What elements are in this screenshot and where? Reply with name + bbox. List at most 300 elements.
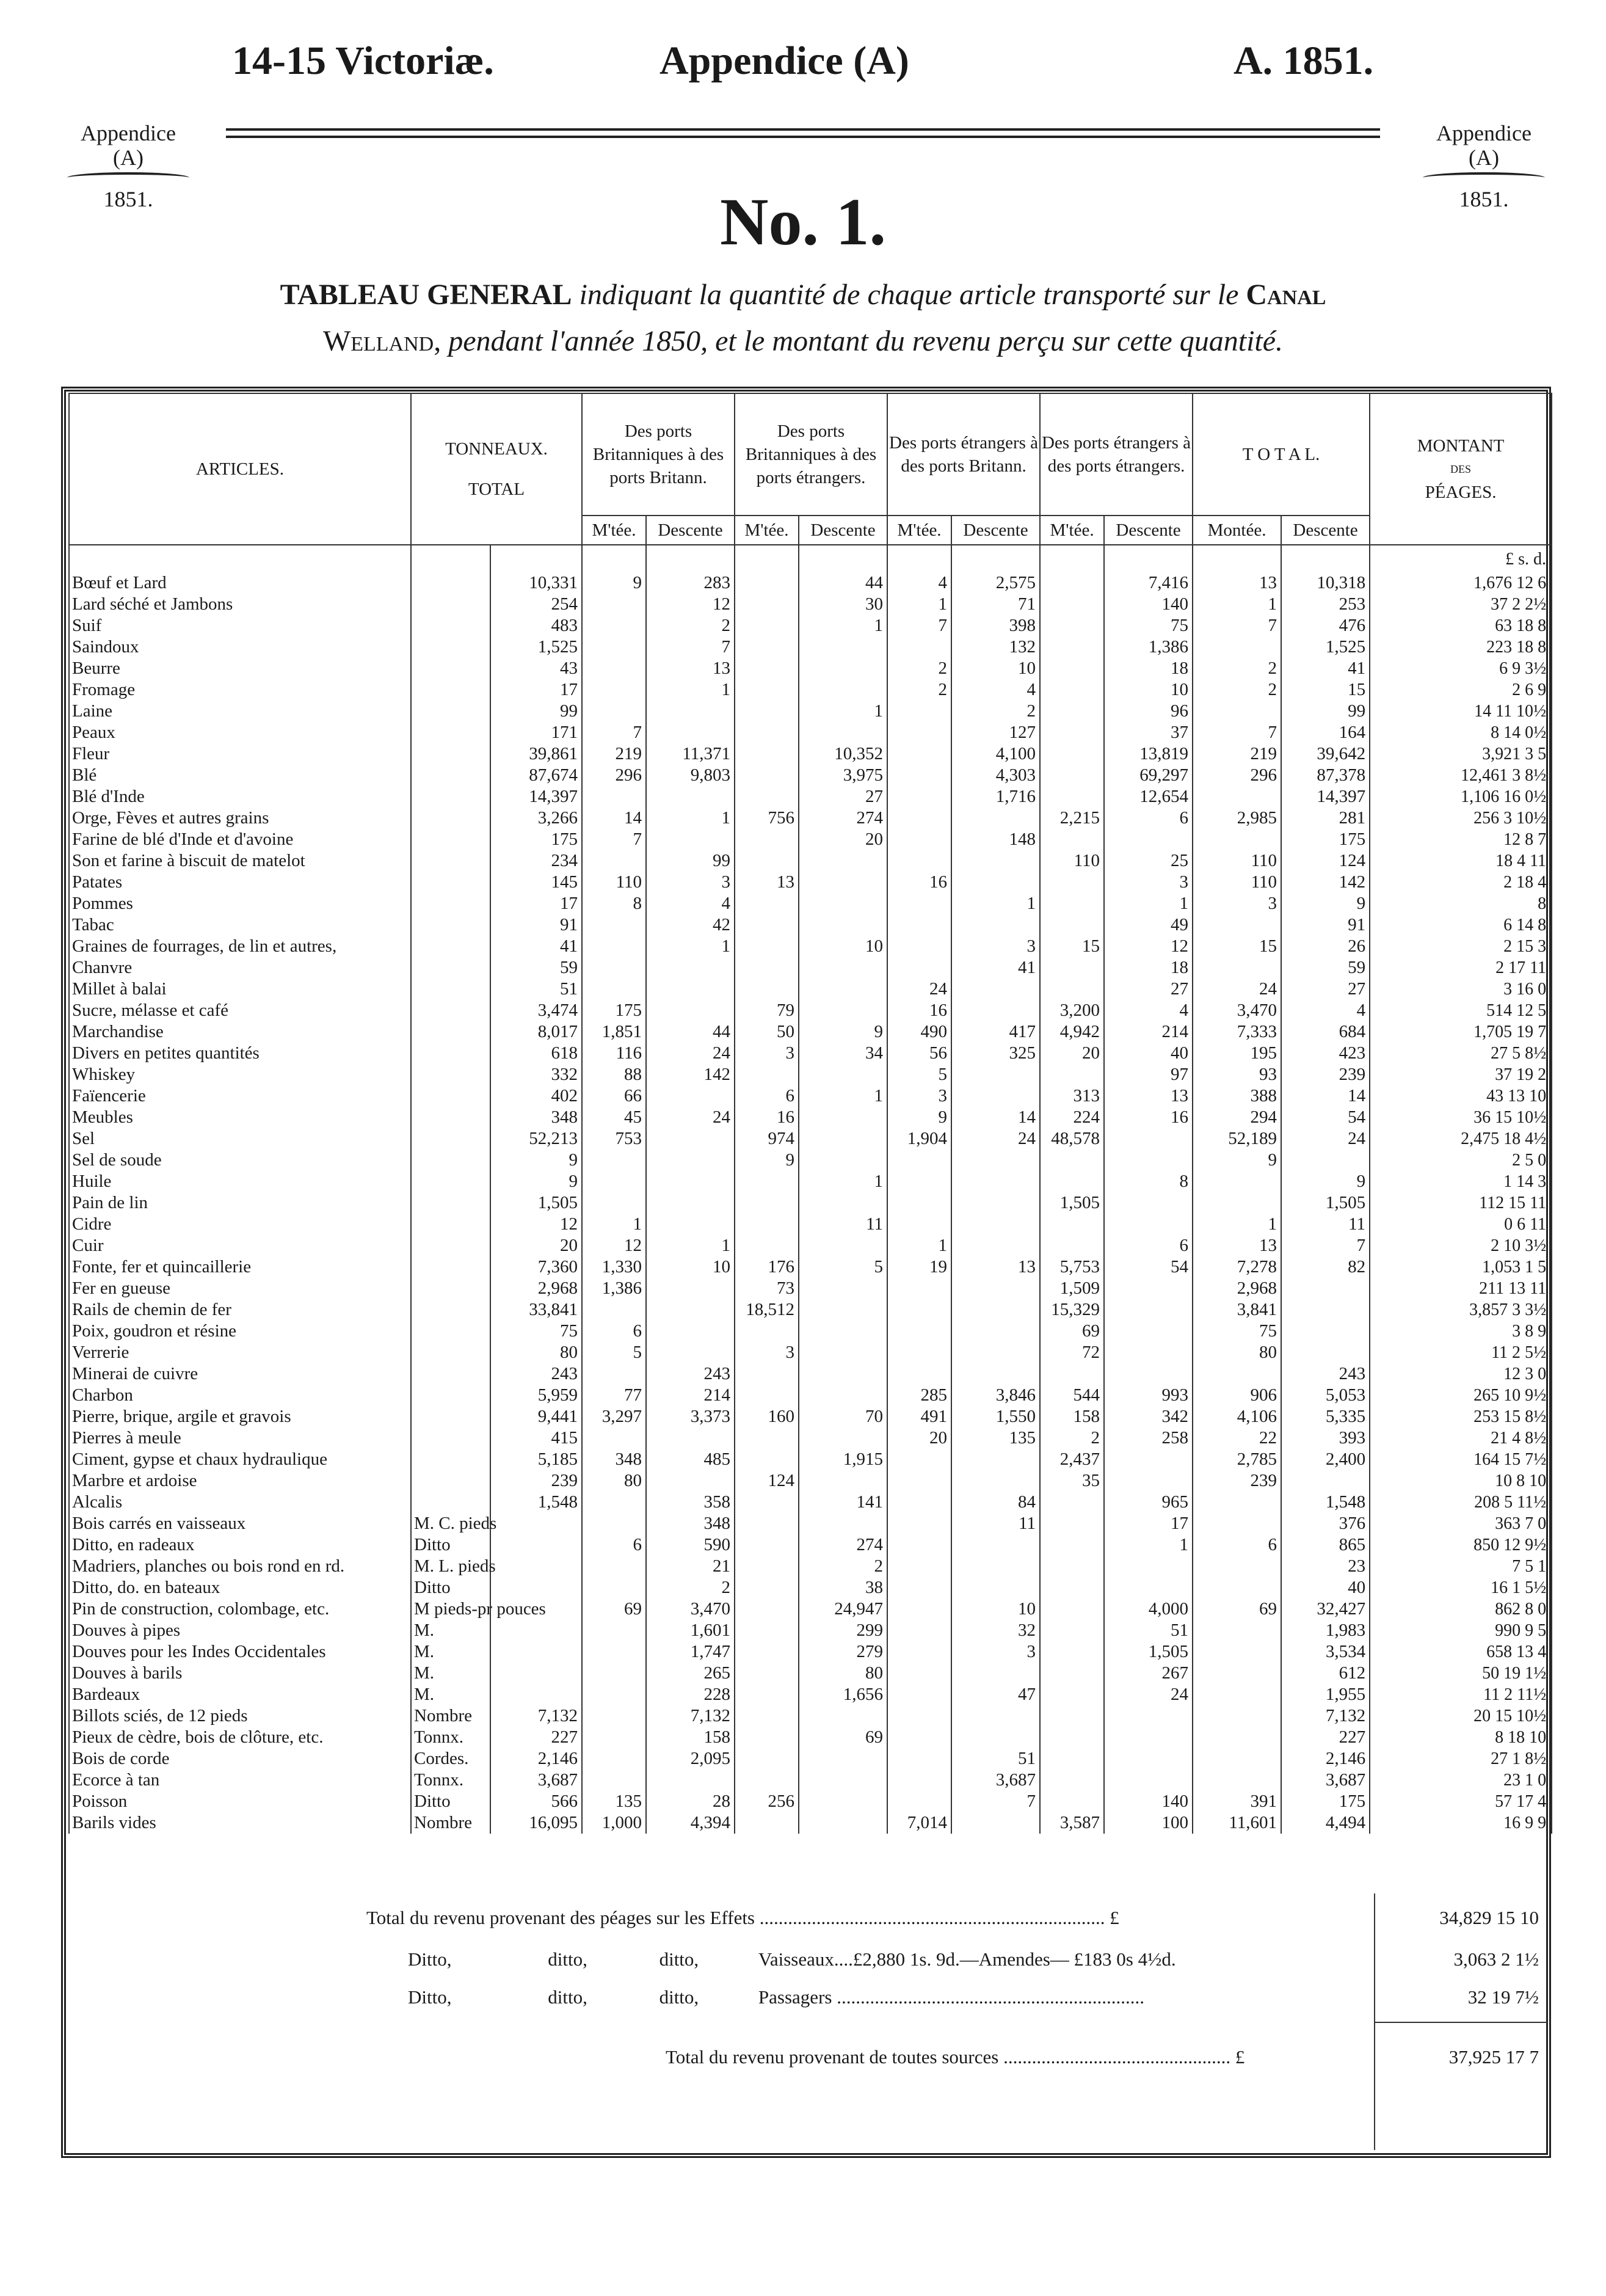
cell-value: 6 xyxy=(735,1085,799,1107)
cell-value xyxy=(490,1684,582,1705)
cell-value: 13 xyxy=(1193,1235,1281,1256)
cell-value: 24 xyxy=(951,1128,1040,1150)
cell-value: 358 xyxy=(646,1492,735,1513)
pad-cell xyxy=(69,545,411,572)
cell-value xyxy=(951,1000,1040,1021)
cell-value: 296 xyxy=(1193,765,1281,786)
montant: 23 1 0 xyxy=(1370,1769,1552,1791)
cell-value: 239 xyxy=(490,1470,582,1492)
cell-value: 2,985 xyxy=(1193,807,1281,829)
table-row xyxy=(69,765,1552,786)
cell-value: 1,505 xyxy=(1104,1641,1193,1663)
total-effets-text: Total du revenu provenant des péages sur les Effets xyxy=(366,1907,755,1928)
table-row xyxy=(69,1171,1552,1192)
cell-value: 45 xyxy=(582,1107,646,1128)
cell-value: 3,687 xyxy=(490,1769,582,1791)
cell-value: 2,575 xyxy=(951,572,1040,594)
cell-value: 20 xyxy=(799,829,887,850)
cell-value: 51 xyxy=(951,1748,1040,1769)
article-name: Laine xyxy=(69,701,411,722)
cell-value: 24 xyxy=(1193,979,1281,1000)
cell-value: 1,509 xyxy=(1040,1278,1104,1299)
cell-value xyxy=(490,1556,582,1577)
subtitle-part1: TABLEAU GENERAL xyxy=(280,279,572,311)
cell-value xyxy=(1040,722,1104,743)
unit xyxy=(411,936,490,957)
montant: 208 5 11½ xyxy=(1370,1492,1552,1513)
cell-value xyxy=(1040,1556,1104,1577)
cell-value xyxy=(887,1769,951,1791)
table-row xyxy=(69,1256,1552,1278)
cell-value: 281 xyxy=(1281,807,1370,829)
cell-value: 1 xyxy=(1104,893,1193,914)
cell-value: 417 xyxy=(951,1021,1040,1043)
sub-montee-total: Montée. xyxy=(1193,516,1281,545)
montant: 2 6 9 xyxy=(1370,679,1552,701)
cell-value xyxy=(646,1769,735,1791)
article-name: Patates xyxy=(69,872,411,893)
cell-value xyxy=(1104,1214,1193,1235)
montant: 20 15 10½ xyxy=(1370,1705,1552,1727)
sub-desc-2: Descente xyxy=(799,516,887,545)
table-row xyxy=(69,786,1552,807)
cell-value xyxy=(582,1684,646,1705)
cell-value: 160 xyxy=(735,1406,799,1427)
cell-value: 44 xyxy=(799,572,887,594)
table-row xyxy=(69,1214,1552,1235)
cell-value xyxy=(1104,829,1193,850)
cell-value: 124 xyxy=(735,1470,799,1492)
cell-value: 21 xyxy=(646,1556,735,1577)
article-name: Fer en gueuse xyxy=(69,1278,411,1299)
cell-value xyxy=(951,1556,1040,1577)
montant: 2,475 18 4½ xyxy=(1370,1128,1552,1150)
cell-value xyxy=(799,1235,887,1256)
cell-value: 43 xyxy=(490,658,582,679)
cell-value: 491 xyxy=(887,1406,951,1427)
cell-value: 73 xyxy=(735,1278,799,1299)
cell-value: 8 xyxy=(582,893,646,914)
cell-value xyxy=(646,1150,735,1171)
cell-value: 3,687 xyxy=(1281,1769,1370,1791)
cell-value: 348 xyxy=(582,1449,646,1470)
cell-value: 974 xyxy=(735,1128,799,1150)
unit: Nombre xyxy=(411,1705,490,1727)
cell-value xyxy=(490,1620,582,1641)
cell-value xyxy=(646,786,735,807)
cell-value: 69,297 xyxy=(1104,765,1193,786)
cell-value xyxy=(887,1278,951,1299)
col-group-4: Des ports étrangers à des ports étrangers. xyxy=(1040,393,1193,516)
cell-value xyxy=(582,615,646,636)
cell-value xyxy=(582,1427,646,1449)
cell-value xyxy=(799,1705,887,1727)
article-name: Blé d'Inde xyxy=(69,786,411,807)
cell-value xyxy=(1040,615,1104,636)
cell-value: 80 xyxy=(1193,1342,1281,1363)
cell-value: 49 xyxy=(1104,914,1193,936)
cell-value xyxy=(799,1513,887,1534)
cell-value: 7,360 xyxy=(490,1256,582,1278)
cell-value: 4,303 xyxy=(951,765,1040,786)
article-name: Cuir xyxy=(69,1235,411,1256)
cell-value xyxy=(1040,594,1104,615)
cell-value: 2 xyxy=(646,1577,735,1598)
col-articles: ARTICLES. xyxy=(69,393,411,545)
unit xyxy=(411,722,490,743)
cell-value xyxy=(887,1299,951,1321)
article-name: Douves pour les Indes Occidentales xyxy=(69,1641,411,1663)
cell-value xyxy=(1040,1235,1104,1256)
cell-value xyxy=(735,1192,799,1214)
table-row xyxy=(69,679,1552,701)
cell-value: 91 xyxy=(1281,914,1370,936)
col-group-1: Des ports Britanniques à des ports Britann. xyxy=(582,393,735,516)
cell-value: 4,100 xyxy=(951,743,1040,765)
cell-value xyxy=(1104,1577,1193,1598)
cell-value xyxy=(1193,1171,1281,1192)
pad-cell xyxy=(490,545,582,572)
cell-value xyxy=(887,743,951,765)
article-name: Millet à balai xyxy=(69,979,411,1000)
table-row xyxy=(69,914,1552,936)
cell-value: 1 xyxy=(887,1235,951,1256)
table-row xyxy=(69,1641,1552,1663)
cell-value xyxy=(799,1299,887,1321)
montant: 363 7 0 xyxy=(1370,1513,1552,1534)
cell-value: 3 xyxy=(735,1043,799,1064)
unit xyxy=(411,1000,490,1021)
unit: Tonnx. xyxy=(411,1769,490,1791)
cell-value: 35 xyxy=(1040,1470,1104,1492)
cell-value: 7 xyxy=(1281,1235,1370,1256)
unit xyxy=(411,1085,490,1107)
cell-value xyxy=(1040,1769,1104,1791)
cell-value xyxy=(951,914,1040,936)
cell-value xyxy=(1040,893,1104,914)
cell-value: 37 xyxy=(1104,722,1193,743)
cell-value xyxy=(887,1449,951,1470)
montant: 514 12 5 xyxy=(1370,1000,1552,1021)
article-name: Verrerie xyxy=(69,1342,411,1363)
pound-sign-2: £ xyxy=(1235,2046,1245,2068)
cell-value: 69 xyxy=(1040,1321,1104,1342)
article-name: Madriers, planches ou bois rond en rd. xyxy=(69,1556,411,1577)
cell-value xyxy=(887,1192,951,1214)
cell-value xyxy=(887,1577,951,1598)
table-row xyxy=(69,722,1552,743)
table-row xyxy=(69,1812,1552,1834)
article-name: Whiskey xyxy=(69,1064,411,1085)
cell-value: 9 xyxy=(735,1150,799,1171)
cell-value: 7 xyxy=(582,829,646,850)
cell-value: 253 xyxy=(1281,594,1370,615)
cell-value xyxy=(951,1534,1040,1556)
cell-value xyxy=(951,1321,1040,1342)
cell-value: 88 xyxy=(582,1064,646,1085)
article-name: Sel xyxy=(69,1128,411,1150)
table-row xyxy=(69,701,1552,722)
cell-value: 12 xyxy=(646,594,735,615)
article-name: Sucre, mélasse et café xyxy=(69,1000,411,1021)
sub-mtee-3: M'tée. xyxy=(887,516,951,545)
cell-value: 23 xyxy=(1281,1556,1370,1577)
table-row xyxy=(69,1043,1552,1064)
sub-mtee-4: M'tée. xyxy=(1040,516,1104,545)
subtitle-part4: Welland, xyxy=(322,325,441,357)
cell-value xyxy=(1193,914,1281,936)
cell-value: 30 xyxy=(799,594,887,615)
table-row xyxy=(69,1556,1552,1577)
table-row xyxy=(69,1000,1552,1021)
cell-value xyxy=(735,636,799,658)
cell-value: 224 xyxy=(1040,1107,1104,1128)
cell-value xyxy=(1281,1278,1370,1299)
unit xyxy=(411,957,490,979)
cell-value: 9 xyxy=(799,1021,887,1043)
pad-cell xyxy=(735,545,799,572)
unit xyxy=(411,658,490,679)
cell-value: 1 xyxy=(1193,1214,1281,1235)
cell-value: 3,297 xyxy=(582,1406,646,1427)
cell-value xyxy=(887,957,951,979)
table-row xyxy=(69,1085,1552,1107)
cell-value: 5 xyxy=(582,1342,646,1363)
cell-value xyxy=(582,1641,646,1663)
cell-value xyxy=(951,850,1040,872)
cell-value xyxy=(582,850,646,872)
cell-value: 80 xyxy=(799,1663,887,1684)
table-row xyxy=(69,1128,1552,1150)
cell-value xyxy=(1040,743,1104,765)
unit xyxy=(411,1299,490,1321)
cell-value: 243 xyxy=(490,1363,582,1385)
pound-sign: £ xyxy=(1110,1907,1119,1928)
cell-value: 2 xyxy=(887,658,951,679)
cell-value: 52,213 xyxy=(490,1128,582,1150)
cell-value xyxy=(1193,1769,1281,1791)
cell-value xyxy=(1104,1192,1193,1214)
table-row xyxy=(69,850,1552,872)
pad-cell xyxy=(646,545,735,572)
table-row xyxy=(69,1663,1552,1684)
montant: 12 8 7 xyxy=(1370,829,1552,850)
article-name: Divers en petites quantités xyxy=(69,1043,411,1064)
cell-value: 18,512 xyxy=(735,1299,799,1321)
cell-value xyxy=(646,957,735,979)
cell-value xyxy=(1040,1492,1104,1513)
cell-value: 612 xyxy=(1281,1663,1370,1684)
sub-mtee-1: M'tée. xyxy=(582,516,646,545)
cell-value: 2 xyxy=(646,615,735,636)
montant: 50 19 1½ xyxy=(1370,1663,1552,1684)
article-name: Ditto, do. en bateaux xyxy=(69,1577,411,1598)
cell-value xyxy=(735,1171,799,1192)
cell-value: 590 xyxy=(646,1534,735,1556)
unit xyxy=(411,829,490,850)
table-row xyxy=(69,1107,1552,1128)
montant: 2 5 0 xyxy=(1370,1150,1552,1171)
cell-value xyxy=(951,1192,1040,1214)
unit xyxy=(411,1235,490,1256)
cell-value xyxy=(887,1513,951,1534)
unit xyxy=(411,807,490,829)
cell-value: 26 xyxy=(1281,936,1370,957)
cell-value: 7 xyxy=(646,636,735,658)
cell-value xyxy=(735,1064,799,1085)
table-row xyxy=(69,1449,1552,1470)
totals-divider xyxy=(1374,1893,1375,2150)
cell-value: 9,803 xyxy=(646,765,735,786)
cell-value: 9 xyxy=(490,1171,582,1192)
article-name: Bois carrés en vaisseaux xyxy=(69,1513,411,1534)
table-row xyxy=(69,1363,1552,1385)
cell-value xyxy=(735,786,799,807)
cell-value: 1 xyxy=(582,1214,646,1235)
cell-value: 490 xyxy=(887,1021,951,1043)
grand-total-rule xyxy=(1374,2022,1547,2023)
montant: 1,676 12 6 xyxy=(1370,572,1552,594)
cell-value: 1,955 xyxy=(1281,1684,1370,1705)
cell-value xyxy=(951,1449,1040,1470)
ditto-b: ditto, xyxy=(548,1948,587,1970)
cell-value: 42 xyxy=(646,914,735,936)
cell-value xyxy=(1281,1299,1370,1321)
pad-cell xyxy=(1281,545,1370,572)
cell-value: 1,550 xyxy=(951,1406,1040,1427)
article-name: Pierre, brique, argile et gravois xyxy=(69,1406,411,1427)
cell-value: 9 xyxy=(490,1150,582,1171)
cell-value: 20 xyxy=(1040,1043,1104,1064)
ditto-c2: ditto, xyxy=(659,1986,699,2008)
cell-value: 11 xyxy=(1281,1214,1370,1235)
cell-value: 1 xyxy=(646,807,735,829)
cell-value: 51 xyxy=(490,979,582,1000)
article-name: Barils vides xyxy=(69,1812,411,1834)
cell-value: 140 xyxy=(1104,594,1193,615)
cell-value xyxy=(799,1748,887,1769)
cell-value: 80 xyxy=(582,1470,646,1492)
cell-value xyxy=(1193,1363,1281,1385)
article-name: Douves à pipes xyxy=(69,1620,411,1641)
cell-value: 70 xyxy=(799,1406,887,1427)
cell-value xyxy=(951,1470,1040,1492)
cell-value xyxy=(887,1620,951,1641)
cell-value xyxy=(1104,1342,1193,1363)
cell-value xyxy=(1040,1748,1104,1769)
cell-value: 2,146 xyxy=(490,1748,582,1769)
total-vaisseaux-amount: 3,063 2 1½ xyxy=(1453,1948,1539,1970)
unit: M. L. pieds xyxy=(411,1556,490,1577)
cell-value xyxy=(1040,1171,1104,1192)
cell-value: 6 xyxy=(1104,807,1193,829)
cell-value xyxy=(646,1427,735,1449)
unit xyxy=(411,1449,490,1470)
cell-value: 75 xyxy=(1104,615,1193,636)
cell-value: 52,189 xyxy=(1193,1128,1281,1150)
cell-value xyxy=(1193,701,1281,722)
article-name: Rails de chemin de fer xyxy=(69,1299,411,1321)
cell-value: 127 xyxy=(951,722,1040,743)
montant: 16 9 9 xyxy=(1370,1812,1552,1834)
cell-value xyxy=(490,1534,582,1556)
cell-value xyxy=(799,893,887,914)
cell-value xyxy=(1104,1363,1193,1385)
cell-value: 1,000 xyxy=(582,1812,646,1834)
cell-value: 5,753 xyxy=(1040,1256,1104,1278)
cell-value xyxy=(1193,1513,1281,1534)
article-name: Bœuf et Lard xyxy=(69,572,411,594)
table-row xyxy=(69,1769,1552,1791)
cell-value: 54 xyxy=(1281,1107,1370,1128)
cell-value: 239 xyxy=(1281,1064,1370,1085)
cell-value xyxy=(582,701,646,722)
unit xyxy=(411,615,490,636)
article-name: Huile xyxy=(69,1171,411,1192)
col-montant-l2: DES xyxy=(1450,463,1472,475)
cell-value: 5 xyxy=(887,1064,951,1085)
cell-value xyxy=(582,1620,646,1641)
unit xyxy=(411,1492,490,1513)
cell-value xyxy=(1040,957,1104,979)
cell-value: 15 xyxy=(1040,936,1104,957)
cell-value xyxy=(951,1812,1040,1834)
cell-value: 14 xyxy=(582,807,646,829)
cell-value: 99 xyxy=(490,701,582,722)
cell-value: 544 xyxy=(1040,1385,1104,1406)
cell-value: 1,983 xyxy=(1281,1620,1370,1641)
cell-value: 91 xyxy=(490,914,582,936)
table-row xyxy=(69,1342,1552,1363)
cell-value: 27 xyxy=(1104,979,1193,1000)
table-row xyxy=(69,1192,1552,1214)
cell-value: 75 xyxy=(490,1321,582,1342)
cell-value: 141 xyxy=(799,1492,887,1513)
cell-value xyxy=(887,1321,951,1342)
cell-value: 1 xyxy=(1104,1534,1193,1556)
cell-value: 402 xyxy=(490,1085,582,1107)
col-group-2: Des ports Britanniques à des ports étrangers. xyxy=(735,393,887,516)
cell-value xyxy=(735,1449,799,1470)
cell-value xyxy=(646,1171,735,1192)
cell-value xyxy=(951,1727,1040,1748)
cell-value: 10 xyxy=(646,1256,735,1278)
cell-value xyxy=(951,1342,1040,1363)
header-rule-top xyxy=(226,128,1380,131)
cell-value xyxy=(582,1769,646,1791)
unit xyxy=(411,893,490,914)
montant: 256 3 10½ xyxy=(1370,807,1552,829)
pad-cell xyxy=(799,545,887,572)
cell-value: 24 xyxy=(1281,1128,1370,1150)
cell-value xyxy=(799,979,887,1000)
ditto-a2: Ditto, xyxy=(408,1986,452,2008)
cell-value xyxy=(1193,829,1281,850)
cell-value xyxy=(887,1470,951,1492)
article-name: Faïencerie xyxy=(69,1085,411,1107)
cell-value: 2 xyxy=(1193,658,1281,679)
cell-value: 175 xyxy=(582,1000,646,1021)
cell-value xyxy=(1040,1513,1104,1534)
cell-value xyxy=(735,679,799,701)
table-row xyxy=(69,1513,1552,1534)
vaisseaux-text: Vaisseaux....£2,880 1s. 9d.—Amendes— £183 0s 4½d. xyxy=(758,1948,1176,1970)
margin-right-brace xyxy=(1423,172,1545,183)
cell-value: 239 xyxy=(1193,1470,1281,1492)
cell-value: 391 xyxy=(1193,1791,1281,1812)
unit xyxy=(411,765,490,786)
article-name: Ecorce à tan xyxy=(69,1769,411,1791)
